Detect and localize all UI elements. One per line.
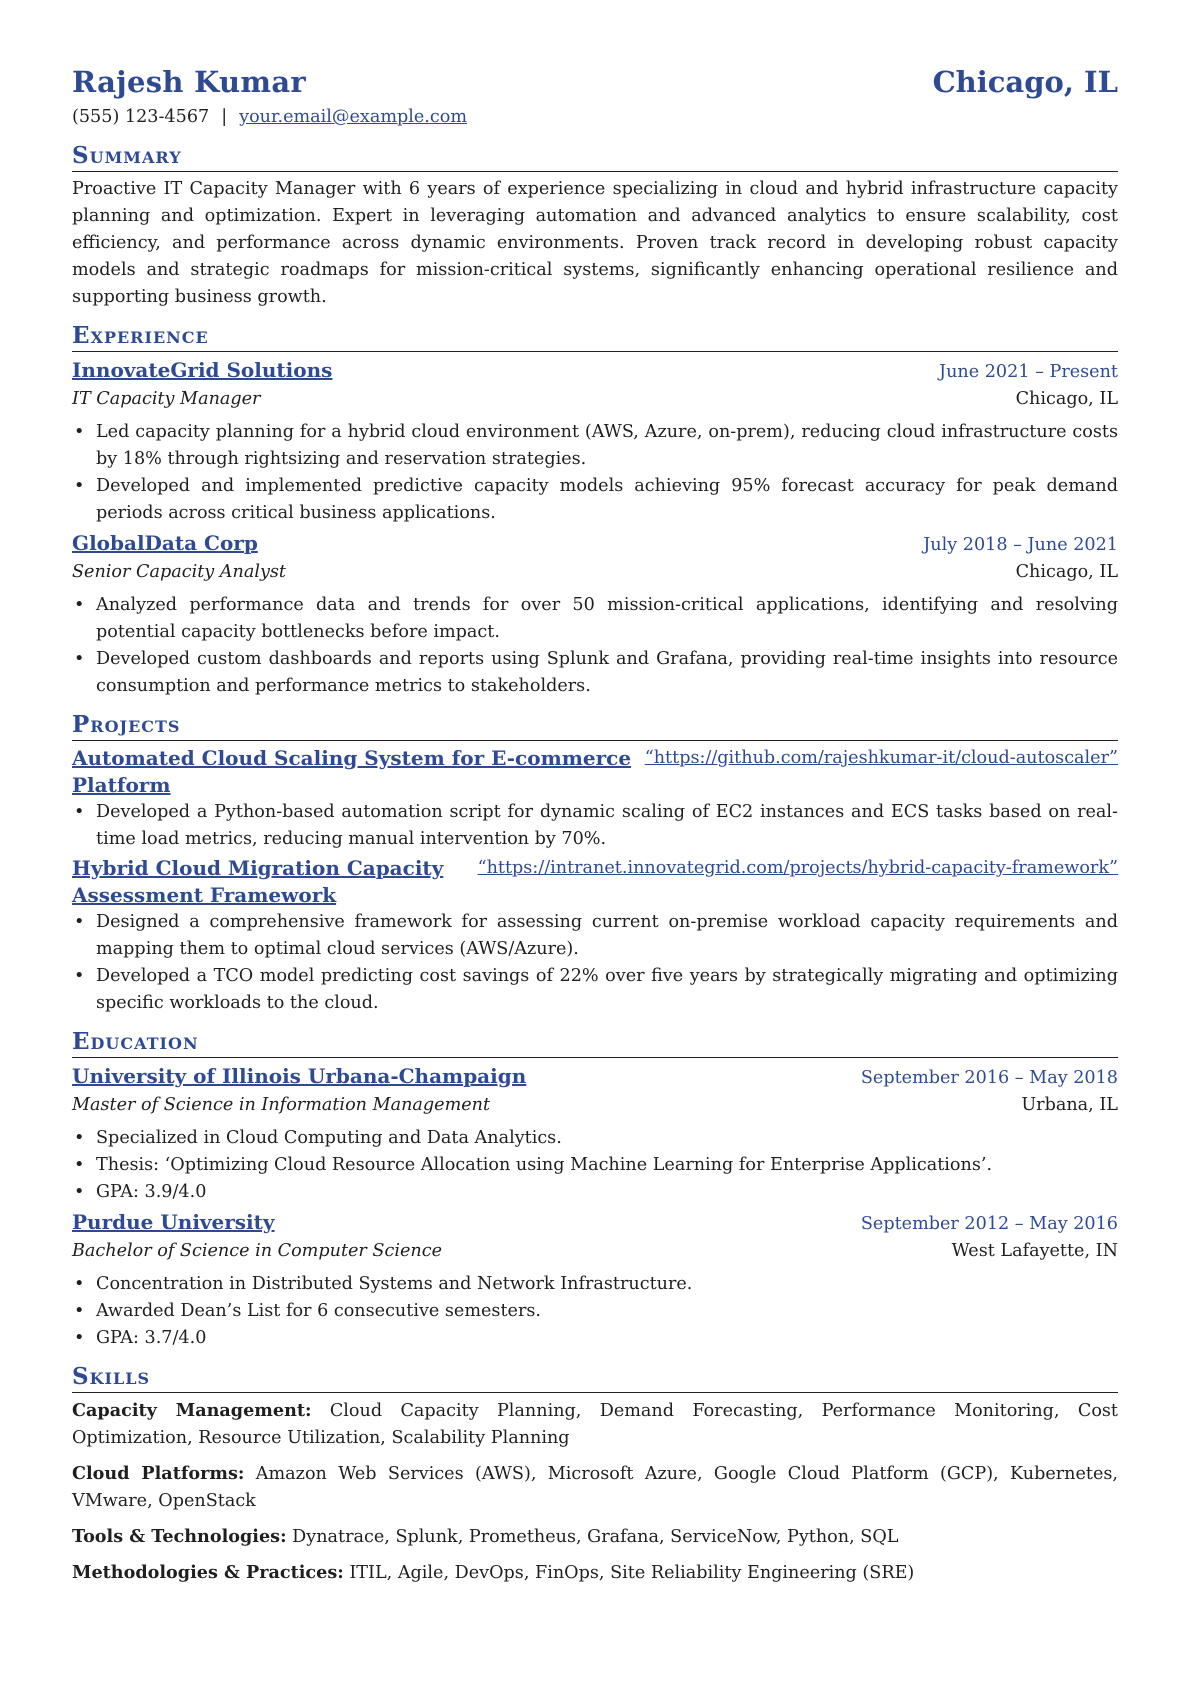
- resume-header: [72, 62, 1118, 102]
- contact-line: [72, 104, 1118, 131]
- experience-entry: [72, 529, 1118, 700]
- employment-dates: July 2018 – June 2021: [923, 535, 1118, 555]
- bullet-item: • Developed a TCO model predicting cost savings of 22% over five years by strategically migrating and optimizing specific workloads to the cloud.: [96, 963, 1118, 1017]
- skill-label: Cloud Platforms:: [72, 1463, 245, 1484]
- skill-label: Tools & Technologies:: [72, 1526, 287, 1547]
- bullet-list: [72, 419, 1118, 527]
- project-title[interactable]: Hybrid Cloud Migration Capacity Assessment Framework: [72, 856, 444, 907]
- bullet-list: [72, 592, 1118, 700]
- bullet-item: • Thesis: ‘Optimizing Cloud Resource Allocation using Machine Learning for Enterprise Applications’.: [96, 1152, 1118, 1179]
- bullet-list: [72, 909, 1118, 1017]
- skill-line: [72, 1559, 1118, 1587]
- skill-label: Methodologies & Practices:: [72, 1562, 344, 1583]
- section-heading-summary: Summary: [72, 141, 1118, 172]
- section-heading-experience: Experience: [72, 321, 1118, 352]
- section-heading-skills: Skills: [72, 1362, 1118, 1393]
- bullet-item: • Developed and implemented predictive capacity models achieving 95% forecast accuracy for peak demand periods across critical business applications.: [96, 473, 1118, 527]
- bullet-item: • Concentration in Distributed Systems and Network Infrastructure.: [96, 1271, 1118, 1298]
- summary-text: Proactive IT Capacity Manager with 6 years of experience specializing in cloud and hybrid infrastructure capacity planning and optimization. Expert in leveraging automation and advanced analytics to ensure scalability, cost efficiency, and performance across dynamic environments. Proven track record in developing robust capacity models and strategic roadmaps for mission-critical systems, significantly enhancing operational resilience and supporting business growth.: [72, 179, 1118, 307]
- school-name[interactable]: Purdue University: [72, 1210, 275, 1234]
- bullet-list: [72, 1125, 1118, 1206]
- email-link[interactable]: your.email@example.com: [239, 107, 468, 127]
- skill-line: [72, 1460, 1118, 1515]
- section-heading-education: Education: [72, 1027, 1118, 1058]
- bullet-list: [72, 799, 1118, 853]
- school-location: West Lafayette, IN: [951, 1241, 1118, 1261]
- bullet-item: • Developed custom dashboards and reports using Splunk and Grafana, providing real-time insights into resource consumption and performance metrics to stakeholders.: [96, 646, 1118, 700]
- education-entry: [72, 1208, 1118, 1352]
- skill-line: [72, 1523, 1118, 1551]
- project-link[interactable]: “https://github.com/rajeshkumar-it/cloud-autoscaler”: [644, 748, 1118, 768]
- bullet-item: • GPA: 3.7/4.0: [96, 1325, 1118, 1352]
- skill-value: Dynatrace, Splunk, Prometheus, Grafana, ServiceNow, Python, SQL: [292, 1527, 899, 1547]
- skill-label: Capacity Management:: [72, 1400, 312, 1421]
- candidate-name: Rajesh Kumar: [72, 65, 307, 99]
- bullet-item: • Specialized in Cloud Computing and Data Analytics.: [96, 1125, 1118, 1152]
- project-entry: [72, 855, 1118, 1017]
- bullet-item: • Designed a comprehensive framework for assessing current on-premise workload capacity requirements and mapping them to optimal cloud services (AWS/Azure).: [96, 909, 1118, 963]
- skill-line: [72, 1397, 1118, 1452]
- degree: Bachelor of Science in Computer Science: [72, 1241, 442, 1261]
- contact-separator: |: [221, 107, 228, 127]
- school-name[interactable]: University of Illinois Urbana-Champaign: [72, 1064, 527, 1088]
- job-location: Chicago, IL: [1015, 562, 1118, 582]
- candidate-location: Chicago, IL: [932, 65, 1118, 99]
- skill-value: ITIL, Agile, DevOps, FinOps, Site Reliability Engineering (SRE): [349, 1563, 915, 1583]
- bullet-item: • Led capacity planning for a hybrid cloud environment (AWS, Azure, on-prem), reducing cloud infrastructure costs by 18% through rightsizing and reservation strategies.: [96, 419, 1118, 473]
- project-title[interactable]: Automated Cloud Scaling System for E-commerce Platform: [72, 746, 632, 797]
- bullet-item: • Awarded Dean’s List for 6 consecutive semesters.: [96, 1298, 1118, 1325]
- school-location: Urbana, IL: [1021, 1095, 1118, 1115]
- bullet-list: [72, 1271, 1118, 1352]
- bullet-item: • Analyzed performance data and trends for over 50 mission-critical applications, identifying and resolving potential capacity bottlenecks before impact.: [96, 592, 1118, 646]
- education-entry: [72, 1062, 1118, 1206]
- company-name[interactable]: GlobalData Corp: [72, 531, 258, 555]
- experience-entry: [72, 356, 1118, 527]
- education-dates: September 2016 – May 2018: [860, 1068, 1118, 1088]
- job-location: Chicago, IL: [1015, 389, 1118, 409]
- bullet-item: • Developed a Python-based automation script for dynamic scaling of EC2 instances and ECS tasks based on real-time load metrics, reducing manual intervention by 70%.: [96, 799, 1118, 853]
- phone-number: (555) 123-4567: [72, 107, 210, 127]
- skill-value: Cloud Capacity Planning, Demand Forecasting, Performance Monitoring, Cost Optimization, Resource Utilization, Scalability Planning: [72, 1401, 1119, 1448]
- employment-dates: June 2021 – Present: [939, 362, 1118, 382]
- bullet-item: • GPA: 3.9/4.0: [96, 1179, 1118, 1206]
- project-entry: [72, 745, 1118, 853]
- education-dates: September 2012 – May 2016: [860, 1214, 1118, 1234]
- company-name[interactable]: InnovateGrid Solutions: [72, 358, 333, 382]
- skill-value: Amazon Web Services (AWS), Microsoft Azure, Google Cloud Platform (GCP), Kubernetes, VMware, OpenStack: [72, 1464, 1119, 1511]
- project-link[interactable]: “https://intranet.innovategrid.com/projects/hybrid-capacity-framework”: [477, 858, 1118, 878]
- job-title: Senior Capacity Analyst: [72, 562, 286, 582]
- section-heading-projects: Projects: [72, 710, 1118, 741]
- degree: Master of Science in Information Management: [72, 1095, 491, 1115]
- job-title: IT Capacity Manager: [72, 389, 261, 409]
